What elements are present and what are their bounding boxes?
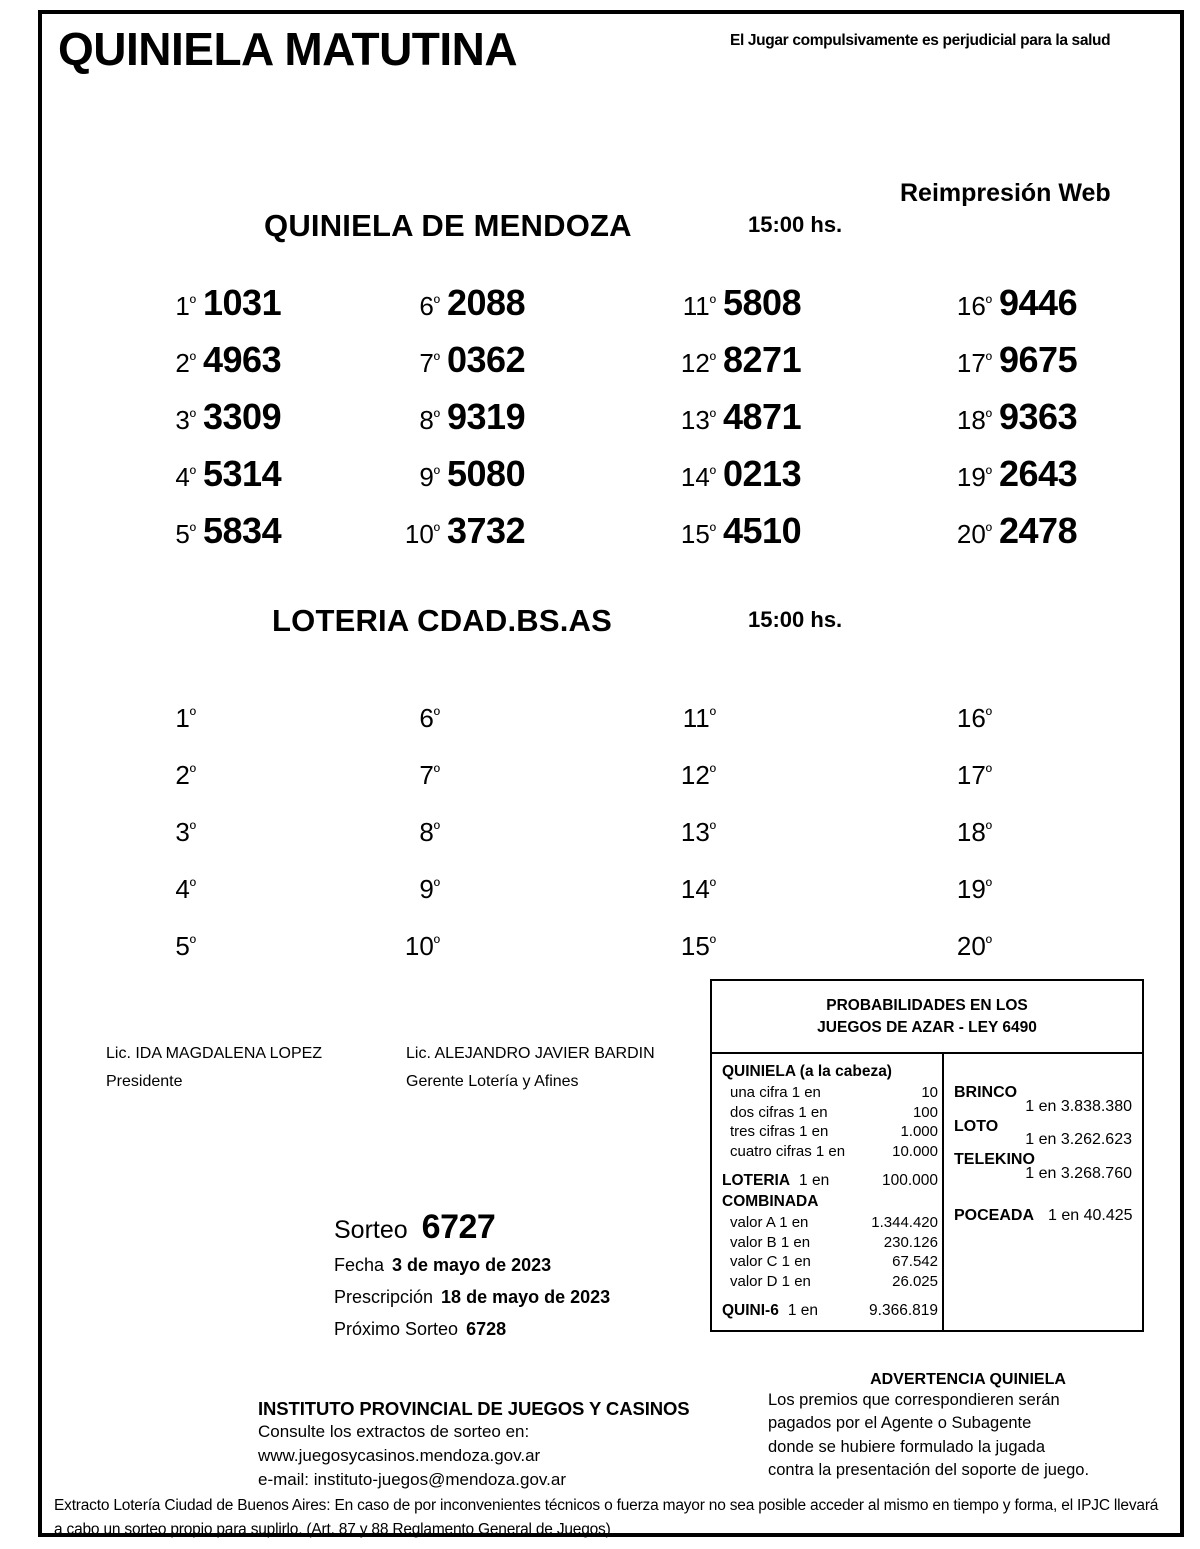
result-position: 11 — [682, 291, 710, 321]
quini6-value: 9.366.819 — [869, 1302, 938, 1320]
result-position: 3 — [175, 405, 190, 435]
result-number: 9446 — [999, 282, 1078, 323]
reimpresion-web-label: Reimpresión Web — [900, 179, 1111, 207]
ordinal-group — [654, 291, 716, 322]
result-cell — [930, 694, 1200, 736]
ordinal-group — [394, 931, 440, 962]
ordinal-marker: º — [189, 407, 196, 427]
quini6-row — [722, 1301, 938, 1322]
result-number: 5808 — [723, 282, 802, 323]
result-position: 12 — [680, 348, 710, 378]
ordinal-group — [150, 703, 196, 734]
ordinal-marker: º — [709, 876, 716, 896]
signature-role-president: Presidente — [106, 1073, 183, 1090]
sorteo-proximo-value: 6728 — [466, 1319, 507, 1339]
result-cell — [394, 282, 694, 324]
result-position: 18 — [956, 405, 986, 435]
result-cell — [394, 694, 694, 736]
ordinal-group — [654, 874, 716, 905]
result-position: 7 — [419, 760, 434, 790]
ordinal-group — [150, 931, 196, 962]
ordinal-marker: º — [985, 876, 992, 896]
result-position: 6 — [419, 703, 434, 733]
result-position: 17 — [956, 348, 986, 378]
probability-label: dos cifras 1 en — [730, 1103, 828, 1121]
result-position: 13 — [680, 817, 710, 847]
result-cell — [654, 510, 954, 552]
ordinal-group — [654, 817, 716, 848]
ordinal-group — [150, 519, 196, 550]
result-cell — [930, 808, 1200, 850]
probabilities-right-column — [944, 1054, 1142, 1330]
result-number: 3309 — [203, 396, 282, 437]
result-cell — [654, 453, 954, 495]
loteria-mid: 1 en — [799, 1172, 830, 1190]
result-cell — [394, 510, 694, 552]
ordinal-marker: º — [709, 933, 716, 953]
results-grid-loteria-caba — [42, 686, 1042, 961]
ordinal-group — [930, 931, 992, 962]
poceada-row — [954, 1207, 1136, 1225]
ordinal-marker: º — [433, 819, 440, 839]
ordinal-marker: º — [433, 933, 440, 953]
ordinal-marker: º — [985, 407, 992, 427]
probability-value: 1.344.420 — [871, 1213, 938, 1231]
ordinal-marker: º — [433, 293, 440, 313]
probability-value: 100 — [912, 1103, 938, 1121]
result-cell — [930, 865, 1200, 907]
probability-label: tres cifras 1 en — [730, 1123, 829, 1141]
result-number: 0213 — [723, 453, 802, 494]
probability-value: 1.000 — [900, 1123, 938, 1141]
ordinal-marker: º — [433, 762, 440, 782]
ordinal-group — [930, 348, 992, 379]
result-cell — [930, 282, 1200, 324]
ordinal-marker: º — [433, 464, 440, 484]
result-position: 3 — [175, 817, 190, 847]
sorteo-prescripcion-value: 18 de mayo de 2023 — [441, 1287, 611, 1307]
result-position: 13 — [680, 405, 710, 435]
result-number: 9363 — [999, 396, 1078, 437]
game-name: BRINCO — [954, 1083, 1018, 1101]
result-position: 8 — [419, 405, 434, 435]
spacer — [954, 1062, 1136, 1084]
results-grid-mendoza — [42, 282, 1078, 552]
result-cell — [394, 751, 694, 793]
probability-label: valor B 1 en — [730, 1233, 811, 1251]
instituto-lines — [258, 1420, 690, 1492]
ordinal-marker: º — [985, 762, 992, 782]
ordinal-group — [394, 348, 440, 379]
spacer — [722, 1162, 938, 1171]
probability-row — [722, 1122, 938, 1142]
result-number: 2643 — [999, 453, 1078, 494]
result-cell — [930, 339, 1200, 381]
result-cell — [654, 751, 954, 793]
result-cell — [654, 694, 954, 736]
ordinal-marker: º — [189, 819, 196, 839]
ordinal-marker: º — [985, 464, 992, 484]
advertencia-lines — [768, 1389, 1168, 1483]
probability-row — [722, 1103, 938, 1123]
result-number: 9675 — [999, 339, 1078, 380]
probability-value: 230.126 — [883, 1233, 938, 1251]
ordinal-marker: º — [189, 876, 196, 896]
result-number: 8271 — [723, 339, 802, 380]
draw-title-mendoza: QUINIELA DE MENDOZA — [264, 208, 632, 243]
game-name: TELEKINO — [954, 1151, 1035, 1169]
quiniela-rows — [722, 1083, 938, 1162]
probability-value: 26.025 — [892, 1273, 938, 1291]
result-position: 2 — [175, 348, 190, 378]
result-position: 17 — [956, 760, 986, 790]
combinada-rows — [722, 1213, 938, 1292]
result-cell — [930, 751, 1200, 793]
quiniela-section-header: QUINIELA (a la cabeza) — [722, 1062, 892, 1080]
gambling-warning: El Jugar compulsivamente es perjudicial para la salud — [730, 32, 1111, 49]
ordinal-group — [150, 817, 196, 848]
result-cell — [930, 922, 1200, 964]
text-line: pagados por el Agente o Subagente — [768, 1414, 1032, 1433]
probability-row — [722, 1252, 938, 1272]
spacer — [722, 1292, 938, 1301]
result-position: 2 — [175, 760, 190, 790]
sorteo-proximo-label: Próximo Sorteo — [334, 1319, 459, 1339]
probability-label: valor A 1 en — [730, 1213, 809, 1231]
ordinal-marker: º — [189, 933, 196, 953]
ordinal-group — [394, 405, 440, 436]
ordinal-group — [930, 519, 992, 550]
ordinal-marker: º — [985, 521, 992, 541]
ordinal-group — [930, 291, 992, 322]
page-title: QUINIELA MATUTINA — [58, 23, 518, 75]
sorteo-info-block — [334, 1210, 610, 1340]
combinada-section-header: COMBINADA — [722, 1192, 819, 1210]
ordinal-marker: º — [189, 464, 196, 484]
probability-row — [722, 1142, 938, 1162]
text-line: contra la presentación del soporte de juego. — [768, 1461, 1090, 1480]
result-position: 20 — [956, 931, 986, 961]
sorteo-prescripcion-label: Prescripción — [334, 1287, 434, 1307]
draw-time-loteria-caba: 15:00 hs. — [748, 607, 843, 632]
ordinal-marker: º — [985, 350, 992, 370]
result-position: 19 — [956, 462, 986, 492]
right-games-list — [954, 1084, 1136, 1183]
spacer — [954, 1185, 1136, 1207]
probability-label: valor D 1 en — [730, 1273, 811, 1291]
sorteo-proximo-row — [334, 1319, 610, 1340]
probability-value: 10 — [921, 1083, 938, 1101]
ordinal-group — [150, 462, 196, 493]
text-line: Consulte los extractos de sorteo en: — [258, 1422, 530, 1441]
ordinal-group — [394, 291, 440, 322]
signature-name-manager: Lic. ALEJANDRO JAVIER BARDIN — [406, 1045, 655, 1062]
ordinal-group — [654, 931, 716, 962]
ordinal-marker: º — [433, 876, 440, 896]
ordinal-group — [930, 874, 992, 905]
quini6-name: QUINI-6 — [722, 1302, 779, 1320]
poceada-name: POCEADA — [954, 1206, 1035, 1224]
ordinal-group — [654, 760, 716, 791]
result-position: 15 — [680, 519, 710, 549]
result-cell — [654, 922, 954, 964]
probability-row — [722, 1083, 938, 1103]
ordinal-group — [930, 462, 992, 493]
result-position: 4 — [175, 874, 190, 904]
result-number: 5314 — [203, 453, 282, 494]
ordinal-group — [394, 519, 440, 550]
ordinal-group — [150, 291, 196, 322]
ordinal-marker: º — [433, 350, 440, 370]
ordinal-marker: º — [433, 705, 440, 725]
sorteo-headline — [334, 1210, 610, 1244]
result-number: 5080 — [447, 453, 526, 494]
result-number: 0362 — [447, 339, 526, 380]
result-number: 4963 — [203, 339, 282, 380]
signature-role-manager: Gerente Lotería y Afines — [406, 1073, 579, 1090]
ordinal-marker: º — [985, 705, 992, 725]
result-position: 20 — [956, 519, 986, 549]
ordinal-marker: º — [709, 705, 716, 725]
game-probability-item — [954, 1118, 1136, 1150]
result-position: 15 — [680, 931, 710, 961]
ordinal-marker: º — [433, 521, 440, 541]
result-position: 16 — [956, 703, 986, 733]
ordinal-marker: º — [709, 407, 716, 427]
result-position: 14 — [680, 462, 710, 492]
instituto-title: INSTITUTO PROVINCIAL DE JUEGOS Y CASINOS — [258, 1398, 690, 1419]
result-position: 4 — [175, 462, 190, 492]
result-cell — [654, 865, 954, 907]
loteria-name: LOTERIA — [722, 1172, 791, 1190]
probability-row — [722, 1233, 938, 1253]
result-number: 1031 — [203, 282, 282, 323]
probability-value: 10.000 — [892, 1143, 938, 1161]
result-cell — [394, 865, 694, 907]
probabilities-body — [712, 1054, 1142, 1330]
result-position: 1 — [175, 703, 190, 733]
ordinal-marker: º — [433, 407, 440, 427]
game-probability-item — [954, 1151, 1136, 1183]
result-number: 3732 — [447, 510, 526, 551]
ordinal-group — [654, 405, 716, 436]
result-position: 10 — [404, 931, 434, 961]
result-cell — [930, 510, 1200, 552]
ordinal-group — [930, 405, 992, 436]
result-number: 9319 — [447, 396, 526, 437]
sorteo-fecha-label: Fecha — [334, 1255, 385, 1275]
ordinal-group — [150, 760, 196, 791]
instituto-block — [258, 1398, 690, 1492]
ordinal-marker: º — [189, 521, 196, 541]
probabilities-title-line1: PROBABILIDADES EN LOS — [826, 997, 1028, 1014]
ordinal-group — [394, 760, 440, 791]
result-cell — [394, 396, 694, 438]
probabilities-title-line2: JUEGOS DE AZAR - LEY 6490 — [817, 1019, 1037, 1037]
advertencia-title: ADVERTENCIA QUINIELA — [870, 1371, 1066, 1388]
poceada-value: 1 en 40.425 — [1048, 1206, 1133, 1224]
result-cell — [654, 396, 954, 438]
result-cell — [654, 339, 954, 381]
ordinal-marker: º — [709, 762, 716, 782]
ordinal-group — [150, 874, 196, 905]
result-cell — [394, 453, 694, 495]
probabilities-left-column — [712, 1054, 944, 1330]
text-line: e-mail: instituto-juegos@mendoza.gov.ar — [258, 1470, 566, 1490]
ordinal-marker: º — [709, 819, 716, 839]
ordinal-group — [150, 405, 196, 436]
ordinal-marker: º — [985, 933, 992, 953]
ordinal-group — [394, 874, 440, 905]
text-line: Los premios que correspondieren serán — [768, 1391, 1060, 1409]
probability-label: valor C 1 en — [730, 1253, 811, 1271]
quini6-mid: 1 en — [787, 1302, 819, 1320]
ordinal-marker: º — [709, 521, 716, 541]
text-line: donde se hubiere formulado la jugada — [768, 1437, 1046, 1456]
advertencia-block — [768, 1371, 1168, 1483]
result-position: 9 — [419, 462, 434, 492]
result-position: 16 — [956, 291, 986, 321]
game-probability-item — [954, 1084, 1136, 1116]
result-cell — [930, 396, 1200, 438]
result-position: 5 — [175, 931, 190, 961]
result-number: 5834 — [203, 510, 282, 551]
ordinal-group — [394, 462, 440, 493]
result-number: 4871 — [723, 396, 802, 437]
result-cell — [930, 453, 1200, 495]
result-cell — [394, 339, 694, 381]
game-odds: 1 en 3.268.760 — [1025, 1164, 1132, 1182]
loteria-row — [722, 1171, 938, 1192]
sorteo-prescripcion-row — [334, 1287, 610, 1308]
ordinal-marker: º — [985, 819, 992, 839]
ordinal-marker: º — [985, 293, 992, 313]
footer-disclaimer: Extracto Lotería Ciudad de Buenos Aires: En caso de por inconvenientes técnicos o fuerza mayor no sea posible acceder al mismo en tiempo y forma, el IPJC llevará a cabo un sorteo propio para suplirlo. (Art. 87 y 88 Reglamento General de Juegos) — [54, 1497, 1159, 1538]
ordinal-marker: º — [189, 762, 196, 782]
ordinal-group — [654, 348, 716, 379]
loteria-value: 100.000 — [881, 1172, 938, 1190]
probability-row — [722, 1272, 938, 1292]
ordinal-marker: º — [189, 350, 196, 370]
draw-time-mendoza: 15:00 hs. — [748, 212, 843, 237]
result-position: 5 — [175, 519, 190, 549]
result-position: 1 — [175, 291, 190, 321]
ordinal-group — [654, 703, 716, 734]
result-position: 6 — [419, 291, 434, 321]
ordinal-marker: º — [709, 464, 716, 484]
probability-value: 67.542 — [892, 1253, 938, 1271]
probability-label: una cifra 1 en — [730, 1083, 821, 1101]
result-number: 2088 — [447, 282, 526, 323]
game-odds: 1 en 3.262.623 — [1025, 1131, 1132, 1149]
game-name: LOTO — [954, 1117, 999, 1135]
result-position: 9 — [419, 874, 434, 904]
result-cell — [654, 282, 954, 324]
ordinal-marker: º — [189, 293, 196, 313]
ordinal-marker: º — [709, 350, 716, 370]
result-position: 7 — [419, 348, 434, 378]
draw-title-loteria-caba: LOTERIA CDAD.BS.AS — [272, 603, 613, 638]
ordinal-group — [930, 760, 992, 791]
probabilities-title — [712, 981, 1142, 1054]
result-position: 10 — [404, 519, 434, 549]
ordinal-group — [654, 462, 716, 493]
result-position: 14 — [680, 874, 710, 904]
signature-name-president: Lic. IDA MAGDALENA LOPEZ — [106, 1045, 323, 1062]
sorteo-label: Sorteo — [334, 1216, 408, 1244]
ordinal-marker: º — [189, 705, 196, 725]
probability-label: cuatro cifras 1 en — [730, 1143, 846, 1161]
text-line: www.juegosycasinos.mendoza.gov.ar — [258, 1446, 541, 1466]
result-cell — [654, 808, 954, 850]
result-position: 18 — [956, 817, 986, 847]
result-number: 2478 — [999, 510, 1078, 551]
extract-page — [38, 10, 1184, 1537]
result-cell — [394, 922, 694, 964]
ordinal-group — [654, 519, 716, 550]
sorteo-number: 6727 — [421, 1208, 496, 1246]
result-position: 11 — [682, 703, 710, 733]
ordinal-marker: º — [709, 293, 716, 313]
sorteo-fecha-value: 3 de mayo de 2023 — [392, 1255, 552, 1275]
result-position: 19 — [956, 874, 986, 904]
probabilities-table — [710, 979, 1144, 1332]
ordinal-group — [394, 703, 440, 734]
game-odds: 1 en 3.838.380 — [1025, 1097, 1132, 1115]
ordinal-group — [930, 703, 992, 734]
result-position: 8 — [419, 817, 434, 847]
ordinal-group — [930, 817, 992, 848]
ordinal-group — [150, 348, 196, 379]
result-cell — [394, 808, 694, 850]
result-position: 12 — [680, 760, 710, 790]
sorteo-fecha-row — [334, 1255, 610, 1276]
result-number: 4510 — [723, 510, 802, 551]
ordinal-group — [394, 817, 440, 848]
probability-row — [722, 1213, 938, 1233]
